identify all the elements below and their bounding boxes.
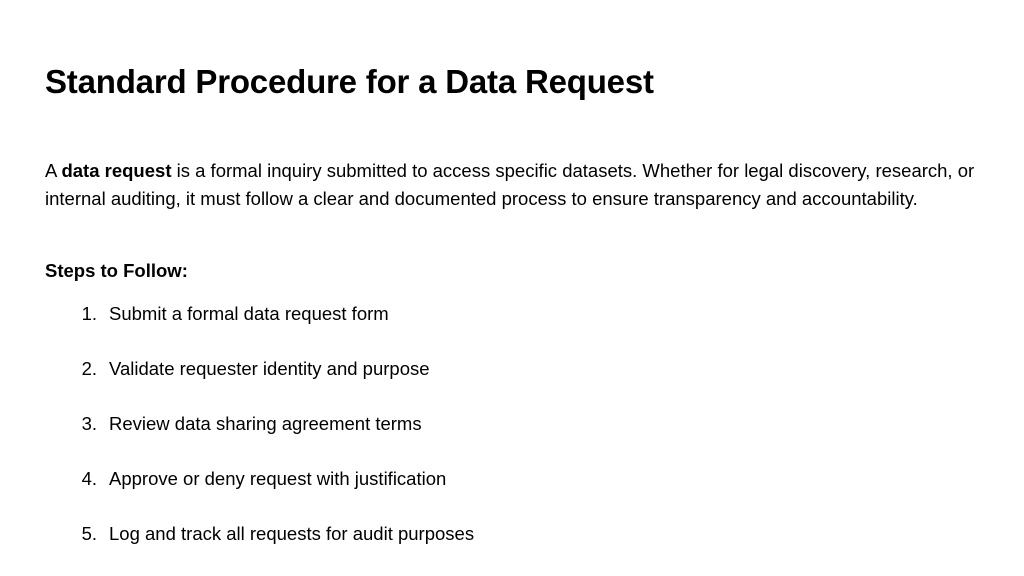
list-item (45, 410, 474, 437)
list-item (45, 300, 474, 327)
step-number: 1. (81, 303, 97, 324)
step-number: 3. (81, 413, 97, 434)
list-item (45, 465, 474, 492)
steps-heading: Steps to Follow: (45, 260, 188, 281)
steps-list (45, 300, 474, 575)
step-text: Validate requester identity and purpose (109, 358, 430, 379)
intro-rest: is a formal inquiry submitted to access specific datasets. Whether for legal discovery, research, or internal auditing, it must follow a clear and documented process to ensure transparency and accountability. (45, 160, 975, 209)
step-number: 4. (81, 468, 97, 489)
step-text: Approve or deny request with justification (109, 468, 447, 489)
page-title: Standard Procedure for a Data Request (45, 63, 654, 100)
intro-paragraph (45, 157, 985, 212)
step-text: Submit a formal data request form (109, 303, 389, 324)
step-number: 5. (81, 523, 97, 544)
step-number: 2. (81, 358, 97, 379)
intro-prefix: A (45, 160, 62, 181)
step-text: Log and track all requests for audit purposes (109, 523, 475, 544)
step-text: Review data sharing agreement terms (109, 413, 422, 434)
intro-term: data request (61, 160, 172, 181)
list-item (45, 355, 474, 382)
list-item (45, 520, 474, 547)
